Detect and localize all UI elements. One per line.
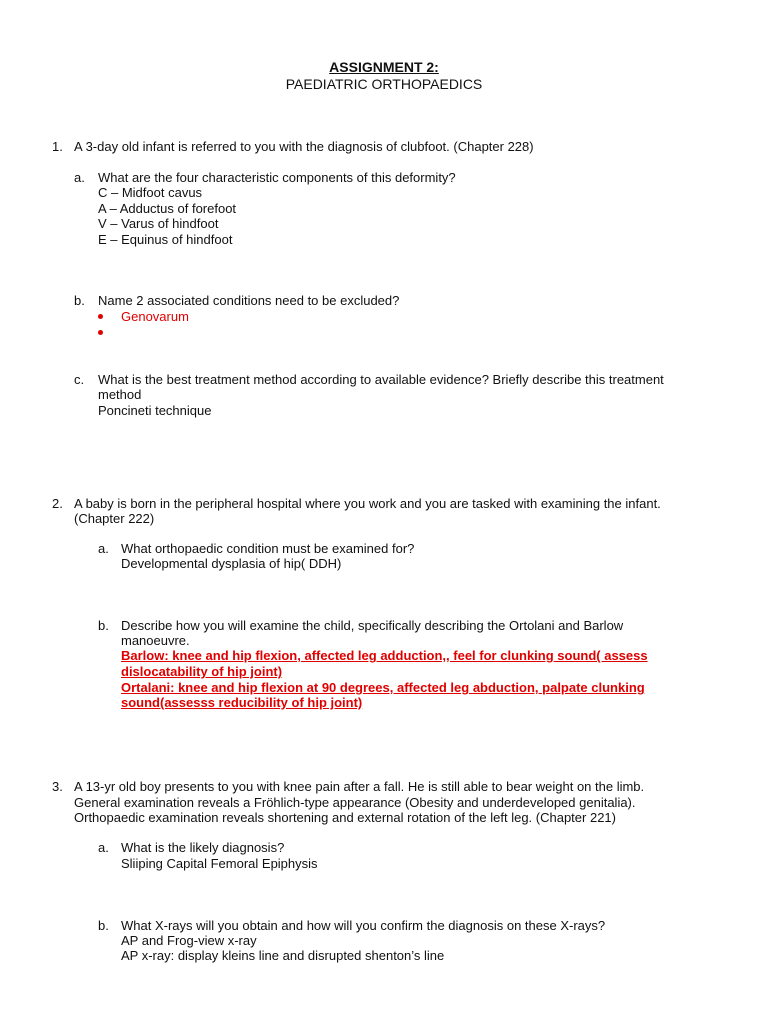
- q1c-answer: Poncineti technique: [98, 403, 212, 418]
- q2b-answer-line2: dislocatability of hip joint): [121, 664, 283, 679]
- bullet-icon: [98, 314, 103, 319]
- q1b-label: b.: [74, 293, 85, 308]
- q3-text-line3: Orthopaedic examination reveals shortening and external rotation of the left leg. (Chapter 221): [74, 810, 616, 825]
- q3a-label: a.: [98, 840, 109, 855]
- assignment-subtitle: PAEDIATRIC ORTHOPAEDICS: [285, 76, 483, 92]
- q1a-label: a.: [74, 170, 85, 185]
- q3-number: 3.: [52, 779, 63, 794]
- q2a-text: What orthopaedic condition must be examined for?: [121, 541, 415, 556]
- q2a-answer: Developmental dysplasia of hip( DDH): [121, 556, 342, 571]
- q3b-answer-line2: AP x-ray: display kleins line and disrupted shenton’s line: [121, 948, 445, 963]
- q3a-answer: Sliiping Capital Femoral Epiphysis: [121, 856, 318, 871]
- q1-text: A 3-day old infant is referred to you with the diagnosis of clubfoot. (Chapter 228): [74, 139, 534, 154]
- q3-text-line2: General examination reveals a Fröhlich-type appearance (Obesity and underdeveloped genitalia).: [74, 795, 636, 810]
- q2b-answer-line3: Ortalani: knee and hip flexion at 90 degrees, affected leg abduction, palpate clunking: [121, 680, 645, 695]
- q3b-answer-line1: AP and Frog-view x-ray: [121, 933, 257, 948]
- q2-number: 2.: [52, 496, 63, 511]
- q1a-answer-1: C – Midfoot cavus: [98, 185, 203, 200]
- q3b-text: What X-rays will you obtain and how will you confirm the diagnosis on these X-rays?: [121, 918, 606, 933]
- q1a-answer-4: E – Equinus of hindfoot: [98, 232, 233, 247]
- q1a-text: What are the four characteristic components of this deformity?: [98, 170, 456, 185]
- q2b-answer-line1: Barlow: knee and hip flexion, affected leg adduction,, feel for clunking sound( assess: [121, 648, 648, 663]
- q1b-answer-1: Genovarum: [121, 309, 189, 324]
- q2b-text-line2: manoeuvre.: [121, 633, 190, 648]
- q1c-label: c.: [74, 372, 85, 387]
- q3-text-line1: A 13-yr old boy presents to you with knee pain after a fall. He is still able to bear weight on the limb.: [74, 779, 645, 794]
- q3a-text: What is the likely diagnosis?: [121, 840, 285, 855]
- assignment-title: ASSIGNMENT 2:: [329, 59, 439, 75]
- q1c-text-line2: method: [98, 387, 142, 402]
- q3b-label: b.: [98, 918, 109, 933]
- q1-number: 1.: [52, 139, 63, 154]
- q1a-answer-2: A – Adductus of forefoot: [98, 201, 237, 216]
- q2b-label: b.: [98, 618, 109, 633]
- q2-text-line2: (Chapter 222): [74, 511, 155, 526]
- q1a-answer-3: V – Varus of hindfoot: [98, 216, 219, 231]
- q2b-answer-line4: sound(assesss reducibility of hip joint): [121, 695, 363, 710]
- q1b-text: Name 2 associated conditions need to be excluded?: [98, 293, 400, 308]
- q2-text-line1: A baby is born in the peripheral hospital where you work and you are tasked with examining the infant.: [74, 496, 661, 511]
- q2b-text-line1: Describe how you will examine the child, specifically describing the Ortolani and Barlow: [121, 618, 624, 633]
- q2a-label: a.: [98, 541, 109, 556]
- q1c-text-line1: What is the best treatment method according to available evidence? Briefly describe this treatment: [98, 372, 664, 387]
- bullet-icon: [98, 330, 103, 335]
